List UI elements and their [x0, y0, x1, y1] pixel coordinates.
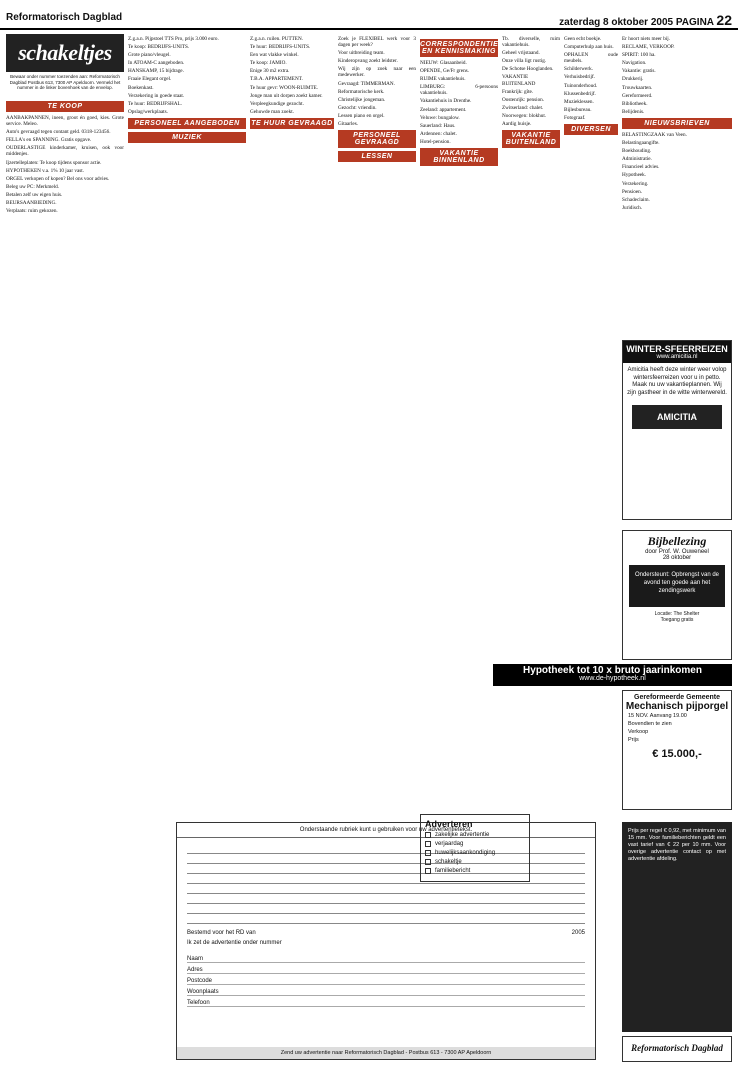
classified-ad: Reformatorische kerk.	[338, 88, 385, 95]
classified-ad: Frankrijk: gîte.	[502, 88, 534, 95]
checkbox-icon[interactable]	[425, 868, 431, 874]
adverteren-item[interactable]	[425, 841, 525, 847]
banner-main: Hypotheek tot 10 x bruto jaarinkomen	[523, 665, 702, 676]
classified-ad: Verzekering in goede staat.	[128, 92, 185, 99]
column-1-items	[6, 115, 124, 214]
classified-ad: Verpleegkundige gezocht.	[250, 100, 304, 107]
form-field-label: Woonplaats	[187, 989, 219, 995]
ad-mech-line: Prijs	[628, 737, 639, 743]
classified-ad: Opslag/werkplaats.	[128, 108, 168, 115]
ad-mech-title: Gereformeerde Gemeente	[634, 694, 720, 701]
classified-ad: Te koop: BEDRIJFS-UNITS.	[128, 44, 190, 51]
classified-ad: Klussenbedrijf.	[564, 90, 596, 97]
classified-ad: Navigation.	[622, 60, 647, 67]
page-number: 22	[716, 12, 732, 28]
classified-ad: In ATOAM-C aangeboden.	[128, 60, 185, 67]
ad-winter-title-text: WINTER-SFEERREIZEN	[626, 344, 728, 354]
classified-ad: Te huur: BEDRIJFS-UNITS.	[250, 44, 311, 51]
column-2	[128, 36, 246, 816]
classified-ad: SPIRIT: 100 ha.	[622, 52, 656, 59]
classified-ad: Te huur gevr: WOON-RUIMTE.	[250, 84, 319, 91]
adverteren-item[interactable]	[425, 832, 525, 838]
ad-bijbel-note: Toegang gratis	[660, 617, 694, 623]
form-fields	[187, 952, 585, 1007]
classified-ad: RECLAME, VERKOOP.	[622, 44, 675, 51]
ad-winter-title	[623, 341, 731, 363]
column-4-items	[338, 36, 416, 127]
checkbox-icon[interactable]	[425, 832, 431, 838]
classified-ad: Oostenrijk: pension.	[502, 96, 545, 103]
section-vakantie-binnenland: VAKANTIE BINNENLAND	[420, 148, 498, 166]
classified-ad: Betalen zelf uw eigen huis.	[6, 191, 63, 198]
masthead	[0, 0, 738, 28]
classified-ad: Gevraagd: TIMMERMAN.	[338, 80, 395, 87]
column-9-items	[622, 132, 732, 211]
form-field-label: Adres	[187, 967, 203, 973]
section-te-koop: TE KOOP	[6, 101, 124, 112]
form-check[interactable]: Ik zet de advertentie onder nummer	[187, 940, 282, 946]
banner-site[interactable]: www.de-hypotheek.nl	[579, 675, 646, 682]
date: zaterdag 8 oktober 2005	[559, 17, 674, 28]
classified-ad: Z.g.a.n. ruilen. PUTTEN.	[250, 36, 304, 42]
classified-ad: Gezocht: vriendin.	[338, 104, 377, 111]
section-muziek: MUZIEK	[128, 132, 246, 143]
column-7-items	[564, 36, 618, 121]
ad-winter-sfeerreizen[interactable]	[622, 340, 732, 520]
classified-ad: Verplaats: ruim gekozen.	[6, 208, 58, 215]
classified-ad: Vakantiehuis in Drenthe.	[420, 98, 472, 105]
form-field-label: Postcode	[187, 978, 213, 984]
form-intro: Onderstaande rubriek kunt u gebruiken voor uw advertentietekst.	[177, 823, 595, 838]
column-3-items	[250, 36, 334, 115]
classified-ad: Geheel vrijstaand.	[502, 50, 540, 57]
classified-ad: Veluwe: bungalow.	[420, 114, 460, 121]
schakel-tagline: Bewaar onder nummer toezenden aan: Reformatorisch Dagblad Postbus 613, 7300 AP Apeldoorn. Vermeld het nummer in de linker bovenhoek van de envelop.	[9, 74, 121, 90]
ad-mech-line: Verkoop	[628, 729, 649, 735]
classified-ad: Schilderwerk.	[564, 66, 593, 73]
column-5-items	[420, 60, 498, 145]
classified-ad: Tuinonderhoud.	[564, 82, 598, 89]
column-4	[338, 36, 416, 816]
classified-ad: HYPOTHEKEN v.a. 1% 10 jaar vast.	[6, 167, 85, 174]
form-footer: Zend uw advertentie naar Reformatorisch Dagblad - Postbus 613 - 7300 AP Apeldoorn	[177, 1047, 595, 1059]
classified-ad: Verzekering.	[622, 180, 649, 187]
form-field[interactable]	[187, 985, 585, 996]
adverteren-item[interactable]	[425, 868, 525, 874]
classified-ad: Auto's gevraagd tegen contant geld. 0318-123456.	[6, 129, 111, 136]
form-field[interactable]	[187, 974, 585, 985]
classified-ad: Ardennen: chalet.	[420, 130, 457, 137]
classified-ad: Beleg uw PC: Merkmeld.	[6, 183, 60, 190]
adverteren-item[interactable]	[425, 859, 525, 865]
classified-ad: LIMBURG: 6-persoons vakantiehuis.	[420, 84, 498, 97]
classified-ad: Zoek je FLEXIBEL werk voor 3 dagen per week?	[338, 36, 416, 49]
classified-ad: VAKANTIE BUITENLAND	[502, 74, 536, 87]
ad-mech-line: Bovendien te zien	[628, 721, 672, 727]
classified-ad: ORGEL verkopen of kopen? Bel ons voor advies.	[6, 175, 110, 182]
column-7	[564, 36, 618, 661]
classified-ad: Hypotheek.	[622, 172, 647, 179]
classified-ad: Lessen piano en orgel.	[338, 112, 385, 119]
column-6	[502, 36, 560, 661]
column-5	[420, 36, 498, 811]
classified-ad: Gitaarles.	[338, 121, 359, 128]
column-1	[6, 98, 124, 818]
adverteren-item-label: zakelijke advertentie	[435, 832, 490, 838]
price-info: Prijs per regel € 0,92, met minimum van 15 mm. Voor familieberichten geldt een vast tarief van € 22 per 10 mm. Voor overige advertentie contact op met advertentie afdeling.	[622, 822, 732, 1032]
classified-ad: De Schotse Hooglanden.	[502, 66, 554, 73]
rd-logo: Reformatorisch Dagblad	[622, 1036, 732, 1062]
form-field[interactable]	[187, 996, 585, 1007]
column-8	[622, 36, 732, 336]
classified-ad: BELASTINGZAAK van Veen.	[622, 131, 687, 138]
form-field-label: Naam	[187, 956, 204, 962]
ad-mechanisch-orgel[interactable]	[622, 690, 732, 810]
classified-ad: Grote piano/vleugel.	[128, 52, 171, 59]
classified-ad: Onze villa ligt rustig.	[502, 58, 547, 65]
classified-ad: Kinderopvang zoekt leidster.	[338, 58, 398, 65]
classified-ad: Zwitserland: chalet.	[502, 104, 544, 111]
classified-ad: BEURSAANBIEDING.	[6, 200, 57, 207]
ad-bijbel-dark: Ondersteunt: Opbrengst van de avond ten goede aan het zendingswerk	[629, 565, 725, 607]
classified-ad: Enige 30 m2 extra.	[250, 68, 290, 75]
classified-ad: Pensioen.	[622, 188, 643, 195]
checkbox-icon[interactable]	[425, 841, 431, 847]
form-amount-label: Bestemd voor het RD van	[187, 930, 256, 936]
classified-ad: Te koop: JAMIO.	[250, 60, 287, 67]
section-lessen: LESSEN	[338, 151, 416, 162]
classified-ad: Vakantie: gratis.	[622, 68, 656, 75]
ad-bijbellezing[interactable]	[622, 530, 732, 660]
classified-ad: HANSKAMP, 15 bijdrage.	[128, 68, 184, 75]
classified-ad: Gehuwde man zoekt.	[250, 108, 294, 115]
classified-ad: Wij zijn op zoek naar een medewerker.	[338, 66, 416, 79]
section-nieuwsbrieven: NIEUWSBRIEVEN	[622, 118, 732, 129]
classified-ad: Ijzertelleplaten: Te koop tijdens sponsor actie.	[6, 159, 102, 166]
column-8-items	[622, 36, 732, 115]
adverteren-item-label: huwelijksaankondiging	[435, 850, 496, 856]
section-personeel-aangeboden: PERSONEEL AANGEBODEN	[128, 118, 246, 129]
column-6-items	[502, 36, 560, 127]
classified-ad: Christelijke jongeman.	[338, 96, 386, 103]
classified-ad: Fraaie Elegant orgel.	[128, 76, 172, 83]
page-info	[559, 12, 732, 28]
classified-ad: Bibliotheek.	[622, 100, 648, 107]
checkbox-icon[interactable]	[425, 850, 431, 856]
top-rule	[0, 28, 738, 30]
schakel-header	[6, 34, 124, 94]
adverteren-list	[425, 832, 525, 874]
ad-bijbel-subtitle: door Prof. W. Ouweneel	[645, 549, 709, 555]
classified-ad: Belijdenis.	[622, 108, 645, 115]
checkbox-icon[interactable]	[425, 859, 431, 865]
classified-ad: RUIME vakantiehuis.	[420, 76, 466, 83]
classified-ad: OPENDE, Ge/Fr grens.	[420, 68, 469, 75]
classified-ad: Noorwegen: blokhut.	[502, 112, 547, 119]
classified-ad: Er hoort niets meer bij.	[622, 36, 670, 42]
ad-bijbel-title: Bijbellezing	[647, 534, 707, 548]
adverteren-title: Adverteren	[425, 819, 473, 829]
classified-ad: Trouwkaarten.	[622, 84, 653, 91]
classified-ad: Schadeclaim.	[622, 196, 650, 203]
classified-ad: Administratie.	[622, 156, 652, 163]
ad-winter-text: Amicitia heeft deze winter weer volop wintersfeerreizen voor u in petto. Maak nu uw vakantieplannen. Wij zijn gastheer in de witte winterwereld.	[627, 367, 727, 396]
adverteren-item-label: verjaardag	[435, 841, 464, 847]
classified-ad: Geen echt boekje.	[564, 36, 602, 42]
paper-name: Reformatorisch Dagblad	[6, 12, 123, 23]
adverteren-item[interactable]	[425, 850, 525, 856]
classified-ad: FELLA's en SPANNING. Gratis opgave.	[6, 137, 92, 144]
classified-ad: Aardig huisje.	[502, 121, 532, 128]
ad-bijbel-location: Locatie: The Shelter	[654, 611, 700, 617]
classified-ad: Voor uitbreiding team.	[338, 50, 385, 57]
ad-winter-site[interactable]: www.amicitia.nl	[656, 354, 698, 360]
classified-ad: Een wat vlakke winkel.	[250, 52, 299, 59]
classified-ad: Drukkerij.	[622, 76, 644, 83]
section-personeel-gevraagd: PERSONEEL GEVRAAGD	[338, 130, 416, 148]
section-diversen: DIVERSEN	[564, 124, 618, 135]
ad-mech-price: € 15.000,-	[652, 748, 702, 760]
classified-ad: Gereformeerd.	[622, 92, 653, 99]
advertentie-form	[176, 822, 596, 1060]
classified-ad: Zeeland: appartement.	[420, 106, 467, 113]
classified-ad: Juridisch.	[622, 204, 643, 211]
classified-ad: Jonge man uit dorpen zoekt kamer.	[250, 92, 323, 99]
classified-ad: OPHALEN oude meubels.	[564, 52, 618, 65]
form-field-label: Telefoon	[187, 1000, 210, 1006]
form-field[interactable]	[187, 952, 585, 963]
page-label: PAGINA	[675, 17, 714, 28]
classified-ad: Computerhulp aan huis.	[564, 44, 614, 51]
classified-ad: OUDERLASTIGE kinderkamer, kruisen, ook voor middenjes.	[6, 145, 124, 158]
ad-mech-big: Mechanisch pijporgel	[625, 701, 729, 712]
section-te-huur-gevraagd: TE HUUR GEVRAAGD	[251, 119, 333, 127]
hypotheek-banner[interactable]	[493, 664, 732, 686]
schakel-logo: schakeltjes	[6, 34, 124, 72]
classified-ad: Financieel advies.	[622, 164, 660, 171]
form-amount-value: 2005	[571, 930, 585, 936]
ad-mech-line: 15 NOV. Aanvang 19.00	[628, 713, 687, 719]
classified-ad: Z.g.a.n. Pijpstoel TTS Pro, prijs 3.000 euro.	[128, 36, 219, 42]
form-amount	[187, 930, 585, 936]
classified-ad: Bijlesbureau.	[564, 106, 592, 113]
classified-ad: Boekenkast.	[128, 84, 154, 91]
classified-ad: Sauerland: Haus.	[420, 122, 456, 129]
classified-ad: T.B.A. APPARTEMENT.	[250, 76, 303, 83]
adverteren-item-label: schakeltje	[435, 859, 462, 865]
ad-bijbel-date: 28 oktober	[662, 555, 692, 561]
column-3	[250, 36, 334, 816]
classified-ad: Verhuisbedrijf.	[564, 74, 595, 81]
adverteren-box	[420, 814, 530, 882]
classified-ad: Fotograaf.	[564, 114, 586, 121]
amicitia-logo: AMICITIA	[632, 405, 722, 429]
classified-ad: NIEUW: Glasaanbeid.	[420, 60, 467, 66]
column-2-items	[128, 36, 246, 115]
classified-ad: Tb. diverselle, ruim vakantiehuis.	[502, 36, 560, 49]
form-field[interactable]	[187, 963, 585, 974]
classified-ad: Te huur: BEDRIJFSHAL.	[128, 100, 182, 107]
classified-ad: Belastingaangifte.	[622, 140, 660, 147]
adverteren-item-label: familiebericht	[435, 868, 471, 874]
section-vakantie-buitenland: VAKANTIE BUITENLAND	[502, 130, 560, 148]
classified-ad: Muzieklessen.	[564, 98, 594, 105]
classified-ad: Boekhouding.	[622, 148, 652, 155]
classified-ad: AANBAKPANNEN, ineen, groot én goed, kies. Grote service. Meleo.	[6, 115, 124, 128]
classified-ad: Hotel-pension.	[420, 138, 451, 145]
section-correspondentie: CORRESPONDENTIE EN KENNISMAKING	[420, 41, 498, 55]
